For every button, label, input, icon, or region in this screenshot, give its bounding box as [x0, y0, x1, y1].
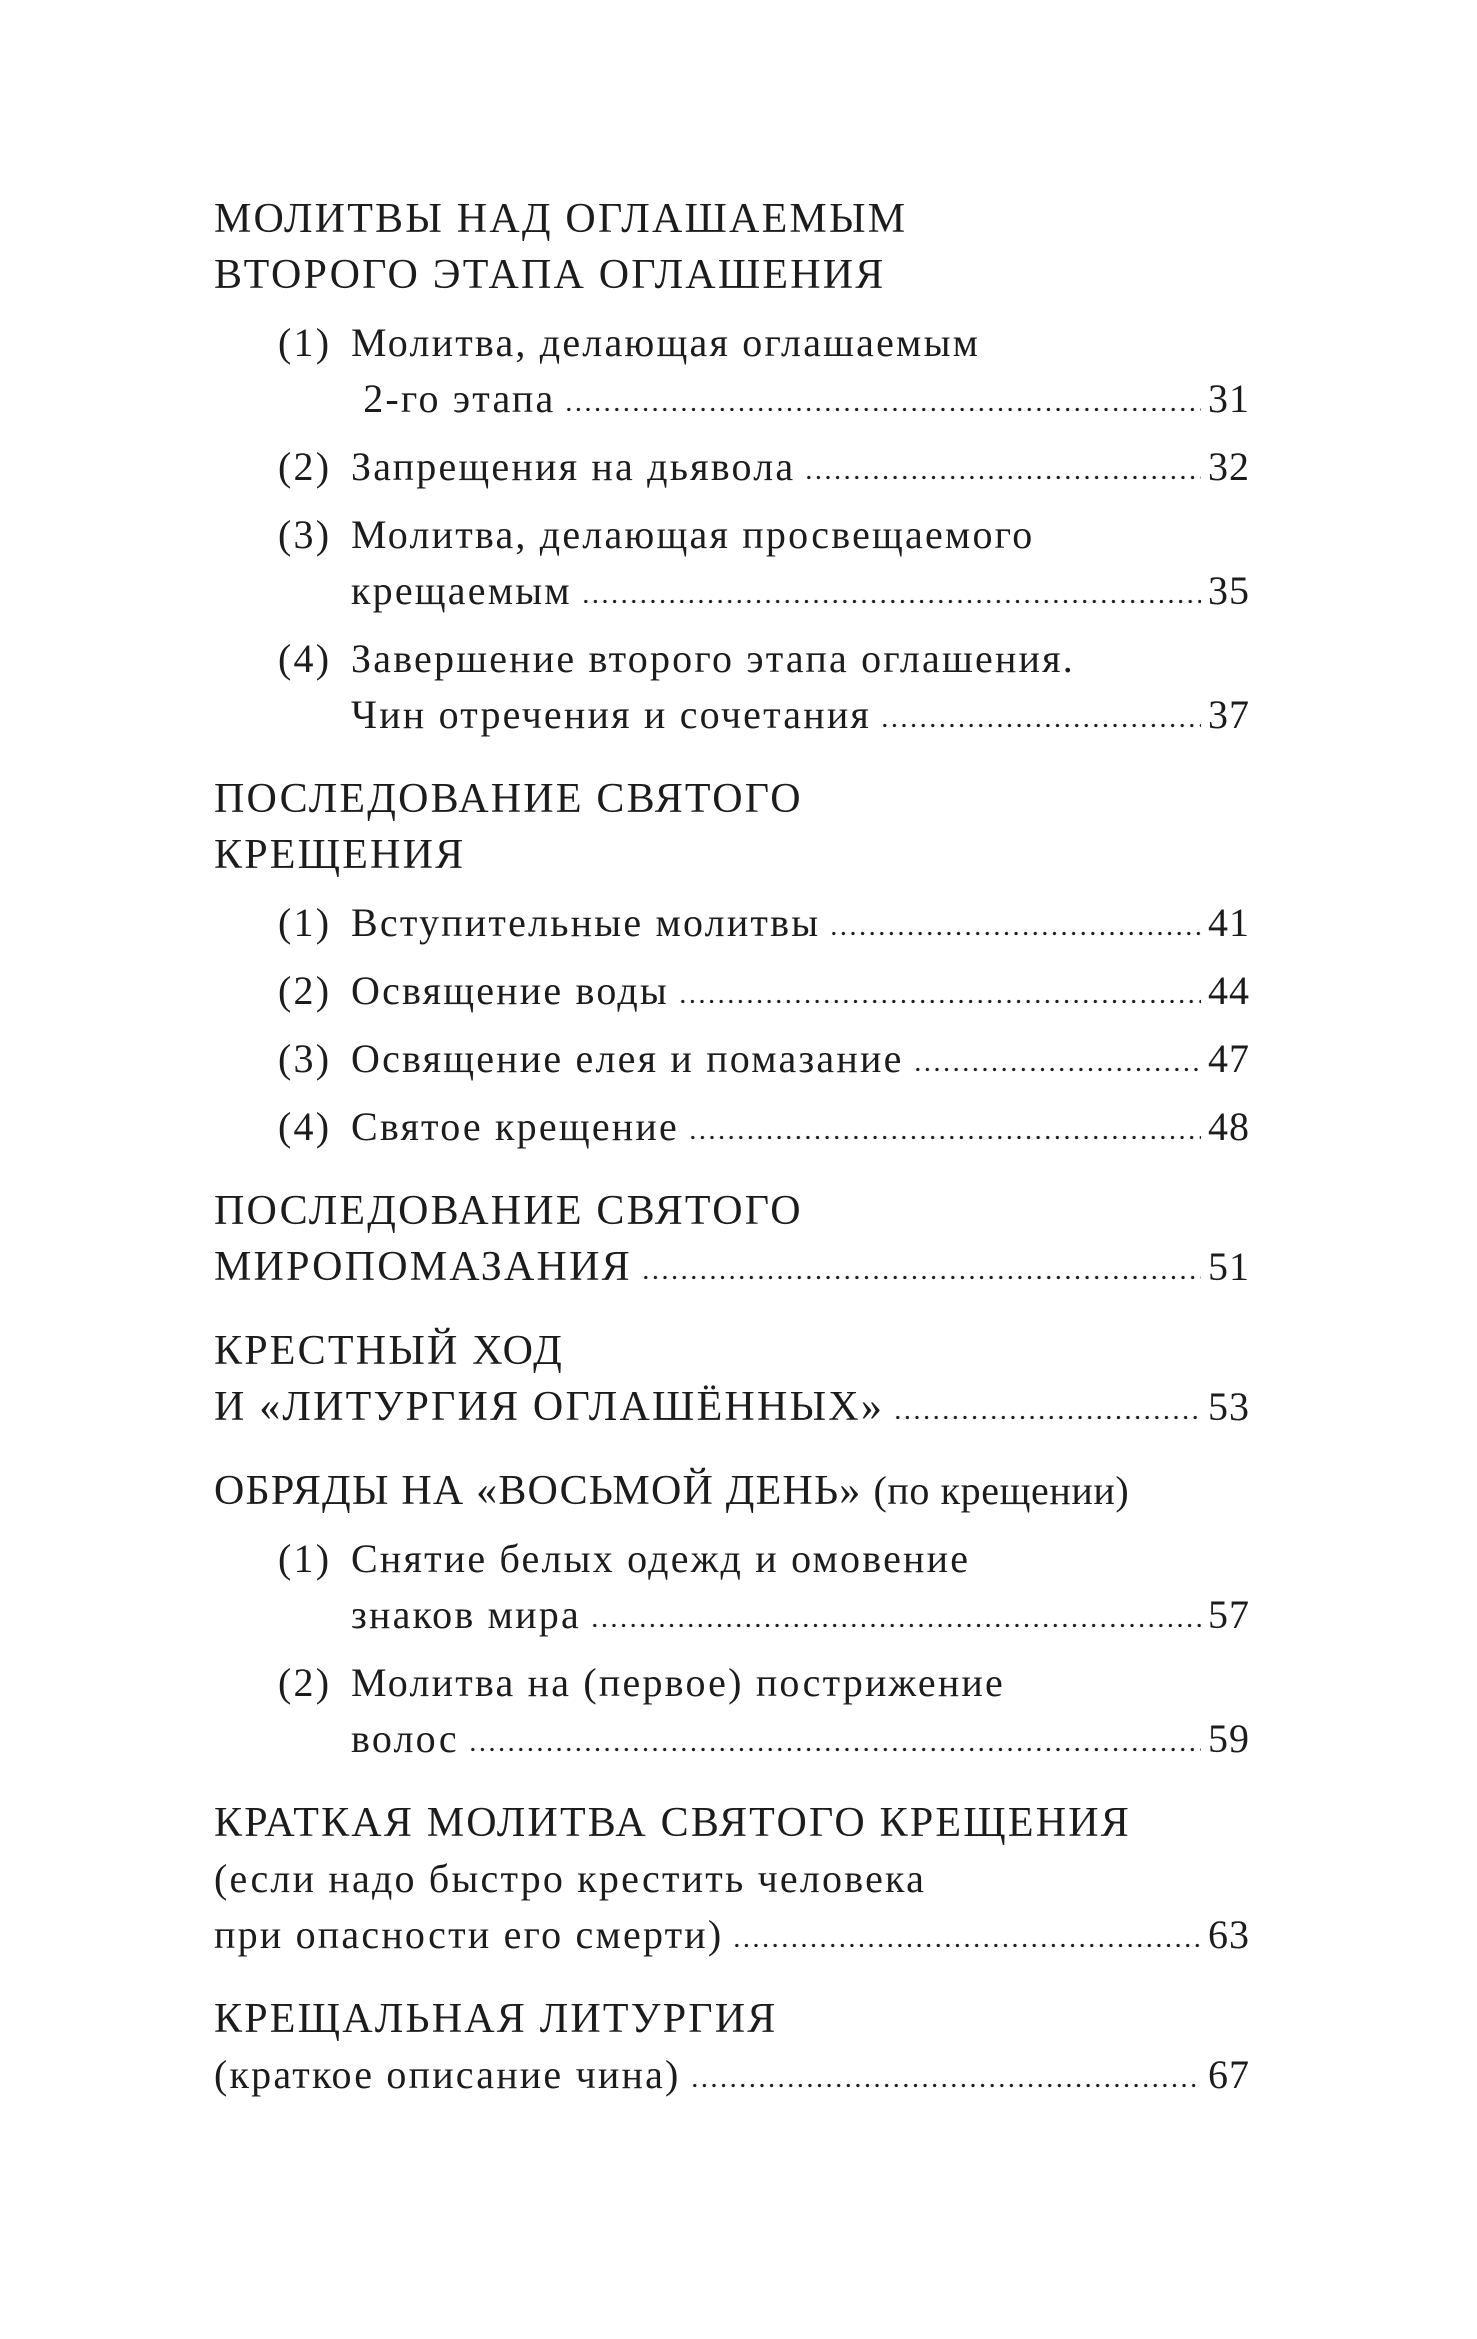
page-number: 57: [1208, 1592, 1250, 1637]
item-line: [351, 1655, 1250, 1711]
dot-leader: [641, 1275, 1201, 1280]
heading-line: [214, 1851, 1250, 1907]
heading-line: [214, 771, 1250, 827]
toc-item: [214, 1031, 1250, 1087]
toc-section: [214, 1183, 1250, 1295]
toc-section: [214, 1991, 1250, 2103]
heading-text: ОБРЯДЫ НА «ВОСЬМОЙ ДЕНЬ»: [214, 1468, 862, 1514]
item-line: [351, 687, 1250, 743]
item-line-text: Вступительные молитвы: [351, 900, 821, 945]
heading-text: КРЕЩАЛЬНАЯ ЛИТУРГИЯ: [214, 1996, 778, 2042]
item-number: (1): [278, 900, 332, 945]
page-number: 59: [1208, 1716, 1250, 1761]
heading-text: ВТОРОГО ЭТАПА ОГЛАШЕНИЯ: [214, 252, 886, 298]
item-line: [351, 315, 1250, 371]
item-line-text: крещаемым: [351, 568, 572, 613]
dot-leader: [880, 723, 1201, 728]
heading-text: МОЛИТВЫ НАД ОГЛАШАЕМЫМ: [214, 196, 908, 242]
item-line-text: Снятие белых одежд и омовение: [351, 1536, 971, 1581]
item-line: [351, 371, 1250, 427]
item-number: (1): [278, 1536, 332, 1581]
heading-text: (краткое описание чина): [214, 2052, 681, 2097]
dot-leader: [468, 1747, 1201, 1752]
item-number: (3): [278, 512, 332, 557]
page-number: 41: [1208, 900, 1250, 945]
page-number: 35: [1208, 568, 1250, 613]
item-text: [351, 963, 1250, 1019]
toc-item: [214, 1099, 1250, 1155]
item-line-text: Святое крещение: [351, 1104, 679, 1149]
item-line-text: Освящение елея и помазание: [351, 1036, 904, 1081]
toc-item: [214, 631, 1250, 743]
item-line-text: 2-го этапа: [351, 376, 556, 421]
section-heading: [214, 771, 1250, 883]
item-line: [351, 1031, 1250, 1087]
heading-text: при опасности его смерти): [214, 1912, 724, 1957]
dot-leader: [829, 931, 1201, 936]
heading-line: [214, 191, 1250, 247]
item-text: [351, 1099, 1250, 1155]
heading-text: КРАТКАЯ МОЛИТВА СВЯТОГО КРЕЩЕНИЯ: [214, 1800, 1131, 1846]
heading-text: (если надо быстро крестить человека: [214, 1856, 927, 1901]
page-number: 51: [1208, 1244, 1250, 1289]
heading-line: [214, 1183, 1250, 1239]
item-line-text: знаков мира: [351, 1592, 581, 1637]
dot-leader: [688, 1135, 1201, 1140]
item-line: [351, 631, 1250, 687]
dot-leader: [732, 1943, 1201, 1948]
item-number: (1): [278, 320, 332, 365]
item-number: (2): [278, 1660, 332, 1705]
toc-item: [214, 315, 1250, 427]
dot-leader: [590, 1623, 1201, 1628]
item-line: [351, 439, 1250, 495]
heading-line: [214, 827, 1250, 883]
toc-item: [214, 895, 1250, 951]
heading-line: [214, 1323, 1250, 1379]
toc-section: [214, 191, 1250, 743]
item-text: [351, 1655, 1250, 1767]
item-line-text: Чин отречения и сочетания: [351, 692, 872, 737]
toc-section: [214, 1463, 1250, 1767]
section-heading: [214, 191, 1250, 303]
item-line-text: Молитва на (первое) пострижение: [351, 1660, 1005, 1705]
item-text: [351, 1531, 1250, 1643]
toc-item: [214, 963, 1250, 1019]
toc-item: [214, 507, 1250, 619]
page-number: 63: [1208, 1912, 1250, 1957]
heading-text: ПОСЛЕДОВАНИЕ СВЯТОГО: [214, 776, 803, 822]
page-number: 32: [1208, 444, 1250, 489]
item-line: [351, 1099, 1250, 1155]
item-text: [351, 507, 1250, 619]
item-line: [351, 895, 1250, 951]
page-number: 44: [1208, 968, 1250, 1013]
item-text: [351, 631, 1250, 743]
heading-note: (по крещении): [873, 1468, 1130, 1513]
page-number: 48: [1208, 1104, 1250, 1149]
item-line: [351, 563, 1250, 619]
toc-section: [214, 771, 1250, 1155]
section-heading: [214, 1323, 1250, 1435]
dot-leader: [804, 475, 1201, 480]
heading-line: [214, 1239, 1250, 1295]
heading-text: КРЕЩЕНИЯ: [214, 832, 466, 878]
dot-leader: [564, 407, 1201, 412]
page-number: 53: [1208, 1384, 1250, 1429]
item-line-text: Запрещения на дьявола: [351, 444, 796, 489]
item-line: [351, 1711, 1250, 1767]
item-line: [351, 1531, 1250, 1587]
toc-item: [214, 1655, 1250, 1767]
item-line-text: Завершение второго этапа оглашения.: [351, 636, 1075, 681]
item-number: (3): [278, 1036, 332, 1081]
heading-line: [214, 1463, 1250, 1519]
page-number: 67: [1208, 2052, 1250, 2097]
item-line: [351, 507, 1250, 563]
page-number: 47: [1208, 1036, 1250, 1081]
page-number: 37: [1208, 692, 1250, 737]
item-number: (4): [278, 1104, 332, 1149]
toc-section: [214, 1323, 1250, 1435]
item-text: [351, 895, 1250, 951]
heading-line: [214, 247, 1250, 303]
table-of-contents: [214, 191, 1250, 2103]
item-text: [351, 1031, 1250, 1087]
toc-section: [214, 1795, 1250, 1963]
section-heading: [214, 1795, 1250, 1963]
item-line-text: Молитва, делающая просвещаемого: [351, 512, 1035, 557]
heading-line: [214, 1991, 1250, 2047]
dot-leader: [690, 2083, 1201, 2088]
item-text: [351, 439, 1250, 495]
toc-item: [214, 1531, 1250, 1643]
dot-leader: [678, 999, 1201, 1004]
item-line: [351, 963, 1250, 1019]
item-text: [351, 315, 1250, 427]
item-line-text: Молитва, делающая оглашаемым: [351, 320, 981, 365]
section-heading: [214, 1463, 1250, 1519]
dot-leader: [581, 599, 1201, 604]
page-number: 31: [1208, 376, 1250, 421]
heading-line: [214, 1795, 1250, 1851]
dot-leader: [913, 1067, 1201, 1072]
heading-text: И «ЛИТУРГИЯ ОГЛАШЁННЫХ»: [214, 1384, 885, 1430]
item-number: (2): [278, 968, 332, 1013]
item-line-text: волос: [351, 1716, 459, 1761]
heading-text: МИРОПОМАЗАНИЯ: [214, 1244, 632, 1290]
heading-line: [214, 2047, 1250, 2103]
heading-text: КРЕСТНЫЙ ХОД: [214, 1328, 564, 1374]
heading-text: ПОСЛЕДОВАНИЕ СВЯТОГО: [214, 1188, 803, 1234]
section-heading: [214, 1991, 1250, 2103]
dot-leader: [893, 1415, 1201, 1420]
toc-item: [214, 439, 1250, 495]
item-line: [351, 1587, 1250, 1643]
item-number: (2): [278, 444, 332, 489]
item-number: (4): [278, 636, 332, 681]
heading-line: [214, 1907, 1250, 1963]
heading-line: [214, 1379, 1250, 1435]
section-heading: [214, 1183, 1250, 1295]
item-line-text: Освящение воды: [351, 968, 670, 1013]
